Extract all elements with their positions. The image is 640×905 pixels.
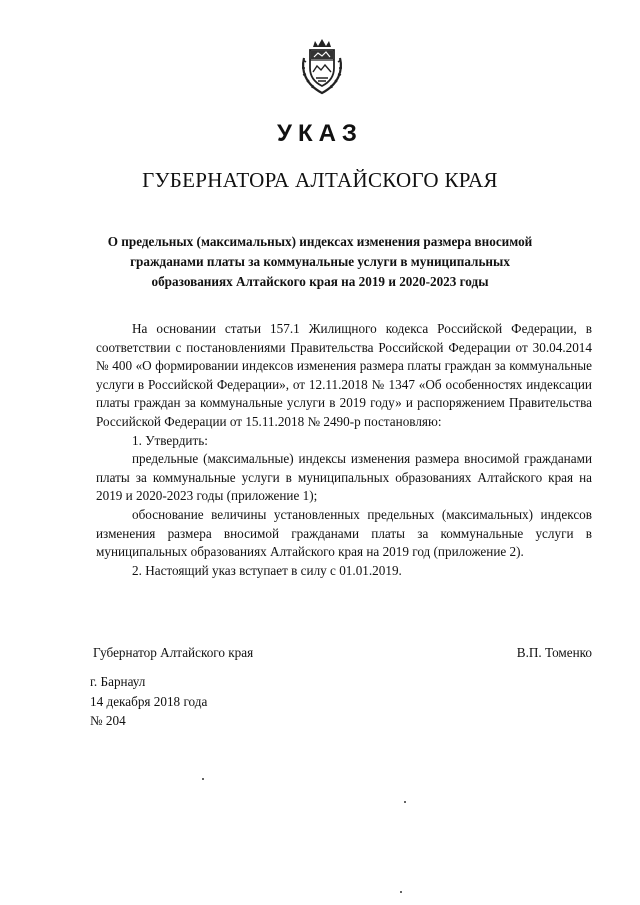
scan-speck <box>400 891 402 893</box>
item-1: 1. Утвердить: <box>132 432 208 448</box>
item-2: 2. Настоящий указ вступает в силу с 01.01.2019. <box>132 562 402 578</box>
item-1-a: предельные (максимальные) индексы изменения размера вносимой гражданами платы за коммунальные услуги в муниципальных образованиях Алтайского края на 2019 и 2020-2023 годы (приложение 1); <box>96 451 592 504</box>
coat-of-arms-icon <box>299 38 345 96</box>
document-footer <box>90 672 207 731</box>
item-1-b: обоснование величины установленных предельных (максимальных) индексов изменения размера вносимой гражданами платы за коммунальные услуги в муниципальных образованиях Алтайского края на 2019 год (приложение 2). <box>96 506 592 560</box>
intro-paragraph: На основании статьи 157.1 Жилищного кодекса Российской Федерации, в соответствии с постановлениями Правительства Российской Федерации от 30.04.2014 № 400 «О формировании индексов изменения размера платы граждан за коммунальные услуги в Российской Федерации», от 12.11.2018 № 1347 «Об особенностях индексации платы граждан за коммунальные услуги в 2019 году» и распоряжением Правительства Российской Федерации от 15.11.2018 № 2490-р постановляю: <box>96 321 592 429</box>
issuer-heading: ГУБЕРНАТОРА АЛТАЙСКОГО КРАЯ <box>142 168 498 192</box>
signatory-name: В.П. Томенко <box>516 645 592 660</box>
scan-speck <box>202 778 204 780</box>
issue-date: 14 декабря 2018 года <box>90 693 208 709</box>
document-body <box>96 320 592 580</box>
document-type: УКАЗ <box>277 120 363 147</box>
issue-city: г. Барнаул <box>90 674 146 689</box>
document-title: О предельных (максимальных) индексах изменения размера вносимой гражданами платы за коммунальные услуги в муниципальных образованиях Алтайского края на 2019 и 2020-2023 годы <box>107 234 533 289</box>
document-number: № 204 <box>90 713 126 728</box>
signatory-position: Губернатор Алтайского края <box>93 645 254 660</box>
scan-speck <box>404 801 406 803</box>
